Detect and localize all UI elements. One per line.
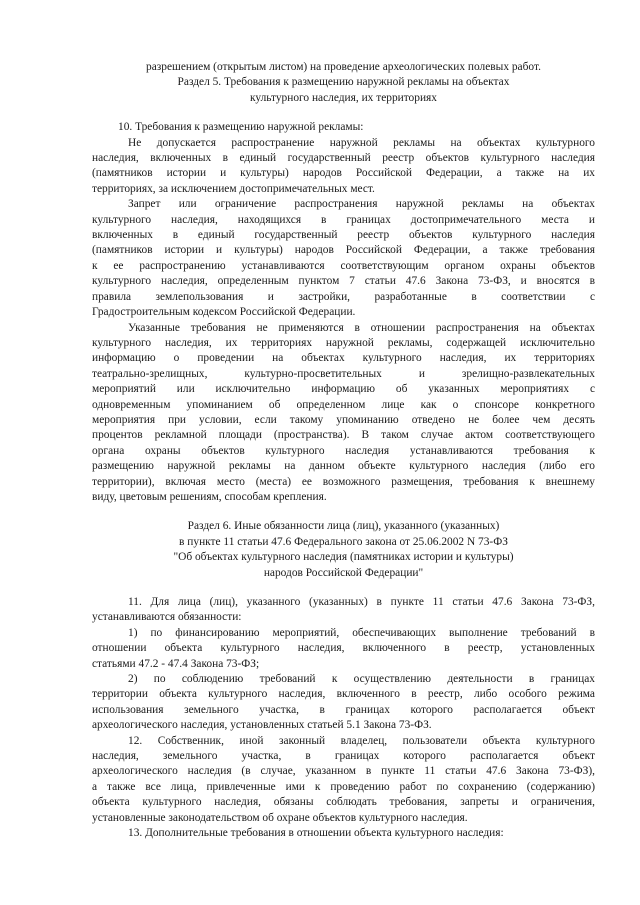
text-line: наследия, включенных в единый государственный реестр объектов культурного наследия <box>92 152 595 165</box>
p10c-paragraph <box>92 321 595 506</box>
text-line: установленные законодательством об охране объектов культурного наследия. <box>92 811 468 824</box>
p13-heading: 13. Дополнительные требования в отношении объекта культурного наследия: <box>128 827 504 840</box>
text-line: к ее распространению устанавливаются соответствующим органом охраны объектов <box>92 259 595 272</box>
text-line: территориях, за исключением достопримечательных мест. <box>92 182 375 195</box>
section6-title-line: "Об объектах культурного наследия (памятниках истории и культуры) <box>173 551 514 564</box>
section5-title-line1: Раздел 5. Требования к размещению наружной рекламы на объектах <box>177 76 510 89</box>
p11-paragraph <box>92 595 595 626</box>
text-line: мероприятий или исключительно информацию об указанных мероприятиях с <box>92 383 595 396</box>
p11-item1 <box>92 626 595 672</box>
text-line: правила землепользования и застройки, разработанные в соответствии с <box>92 290 595 303</box>
text-line: виду, цветовым решениям, способам крепления. <box>92 490 327 503</box>
text-line: включенных в единый государственный реестр объектов культурного наследия <box>92 229 595 242</box>
text-line: органа охраны объектов культурного наследия устанавливаются требования к <box>92 444 595 457</box>
text-line: территории объекта культурного наследия, включенного в реестр, либо особого режима <box>92 688 595 701</box>
text-line: информацию о проведении на объектах культурного наследия, их территориях <box>92 352 595 365</box>
text-line: археологического наследия, установленных статьей 5.1 Закона 73-ФЗ. <box>92 719 432 732</box>
text-line: отношении объекта культурного наследия, включенного в реестр, установленных <box>92 642 595 655</box>
text-line: наследия, земельного участка, в границах которого располагается объект <box>92 750 595 763</box>
text-line: Градостроительным кодексом Российской Федерации. <box>92 306 356 319</box>
text-line: (памятников истории и культуры) народов Российской Федерации, а также требования <box>92 244 595 257</box>
p11-item2 <box>92 672 595 734</box>
text-line: 2) по соблюдению требований к осуществлению деятельности в границах <box>128 673 595 686</box>
section6-heading <box>92 519 595 581</box>
section6-title-line: в пункте 11 статьи 47.6 Федерального закона от 25.06.2002 N 73-ФЗ <box>179 535 508 548</box>
section5-heading <box>92 75 595 106</box>
text-line: а также все лица, привлеченные ими к проведению работ по сохранению (содержанию) <box>92 780 595 793</box>
text-line: территории), включая место (места) ее возможного размещения, требования к внешнему <box>92 475 595 488</box>
text-line: Не допускается распространение наружной рекламы на объектах культурного <box>128 136 595 149</box>
text-line: 12. Собственник, иной законный владелец, пользователи объекта культурного <box>128 734 595 747</box>
text-line: культурного наследия, их территориях наружной рекламы, содержащей исключительно <box>92 336 595 349</box>
text-line: размещению наружной рекламы на данном объекте культурного наследия (либо его <box>92 460 595 473</box>
text-line: одновременным упоминанием об определенном лице как о спонсоре конкретного <box>92 398 595 411</box>
p10b-paragraph <box>92 197 595 320</box>
text-line: мероприятия при условии, если такому упоминанию отведено не более чем десять <box>92 413 595 426</box>
p10-heading: 10. Требования к размещению наружной рекламы: <box>118 121 364 134</box>
text-line: культурного наследия, определенным пунктом 7 статьи 47.6 Закона 73-ФЗ, и вносятся в <box>92 275 595 288</box>
text-line: устанавливаются обязанности: <box>92 611 242 624</box>
text-line: статьями 47.2 - 47.4 Закона 73-ФЗ; <box>92 657 260 670</box>
text-line: 1) по финансированию мероприятий, обеспечивающих выполнение требований в <box>128 626 595 639</box>
section6-title-line: Раздел 6. Иные обязанности лица (лиц), указанного (указанных) <box>187 520 500 533</box>
text-line: процентов рекламной площади (пространства). В таком случае актом соответствующего <box>92 429 595 442</box>
text-line: театрально-зрелищных, культурно-просветительных и зрелищно-развлекательных <box>92 367 595 380</box>
text-line: Запрет или ограничение распространения наружной рекламы на объектах <box>128 198 595 211</box>
text-line: археологического наследия (в случае, указанном в пункте 11 статьи 47.6 Закона 73-ФЗ), <box>92 765 595 778</box>
text-line: использования земельного участка, в границах которого располагается объект <box>92 703 595 716</box>
intro-line: разрешением (открытым листом) на проведение археологических полевых работ. <box>146 61 541 73</box>
section6-title-line: народов Российской Федерации" <box>263 566 424 579</box>
text-line: объекта культурного наследия, обязаны соблюдать требования, запреты и ограничения, <box>92 796 595 809</box>
text-line: Указанные требования не применяются в отношении распространения на объектах <box>128 321 595 334</box>
text-line: культурного наследия, находящихся в границах достопримечательного места и <box>92 213 595 226</box>
text-line: 11. Для лица (лиц), указанного (указанных) в пункте 11 статьи 47.6 Закона 73-ФЗ, <box>128 596 595 608</box>
text-line: (памятников истории и культуры) народов Российской Федерации, а также на их <box>92 167 595 180</box>
p12-paragraph <box>92 734 595 826</box>
p10a-paragraph <box>92 136 595 198</box>
document-page <box>92 60 595 842</box>
section5-title-line2: культурного наследия, их территориях <box>250 91 437 104</box>
